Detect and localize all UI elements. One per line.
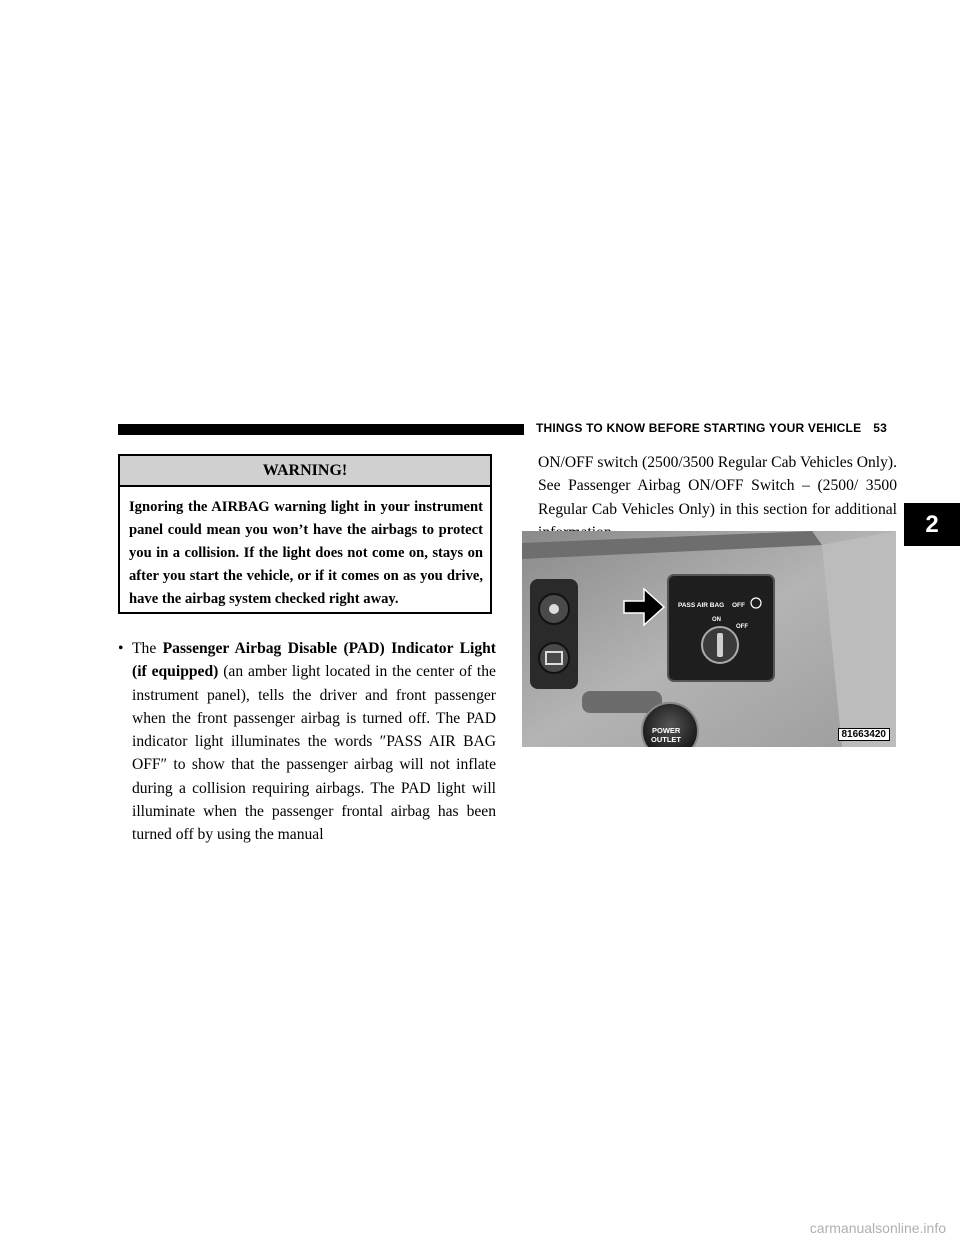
figure-code: 81663420	[838, 728, 891, 741]
key-slot	[717, 633, 723, 657]
off-indicator-label: OFF	[732, 602, 745, 609]
warning-body: Ignoring the AIRBAG warning light in your instrument panel could mean you won’t have the airbags to protect you in a collision. If the light does not come on, stays on after you start the vehicle, or if it comes on as you drive, have the airbag system checked right away.	[129, 499, 483, 607]
running-header	[536, 421, 887, 435]
watermark: carmanualsonline.info	[809, 1220, 946, 1236]
warning-heading: WARNING!	[120, 456, 490, 487]
bullet-description: (an amber light located in the center of the instrument panel), tells the driver and front passenger when the front passenger airbag is turned off. The PAD indicator light illuminates the words ″PASS AIR BAG OFF″ to show that the passenger airbag will not inflate during a collision requiring airbags. The PAD light will illuminate when the passenger frontal airbag has been turned off by using the manual	[132, 663, 496, 844]
continued-paragraph: ON/OFF switch (2500/3500 Regular Cab Vehicles Only). See Passenger Airbag ON/OFF Switch – (2500/ 3500 Regular Cab Vehicles Only) in this section for additional	[538, 454, 897, 518]
bullet-text	[132, 637, 496, 847]
outlet-label: OUTLET	[651, 735, 681, 744]
airbag-switch-figure	[522, 531, 896, 747]
power-label: POWER	[652, 726, 681, 735]
bullet-lead: The	[132, 640, 163, 657]
pass-air-bag-label: PASS AIR BAG	[678, 602, 725, 609]
bullet-mark: •	[118, 640, 124, 657]
header-rule	[118, 424, 524, 435]
switch-on-label: ON	[712, 617, 721, 623]
page-number: 53	[873, 421, 888, 435]
dashboard-illustration	[522, 531, 896, 747]
warning-box	[118, 454, 492, 614]
header-title: THINGS TO KNOW BEFORE STARTING YOUR VEHICLE	[536, 421, 862, 435]
bullet-bold-term: Passenger Airbag Disable (PAD) Indicator Light (if equipped)	[132, 640, 496, 681]
chapter-tab: 2	[904, 503, 960, 546]
switch-off-label: OFF	[736, 624, 748, 630]
defrost-icon	[549, 604, 559, 614]
bullet-item	[118, 637, 496, 847]
